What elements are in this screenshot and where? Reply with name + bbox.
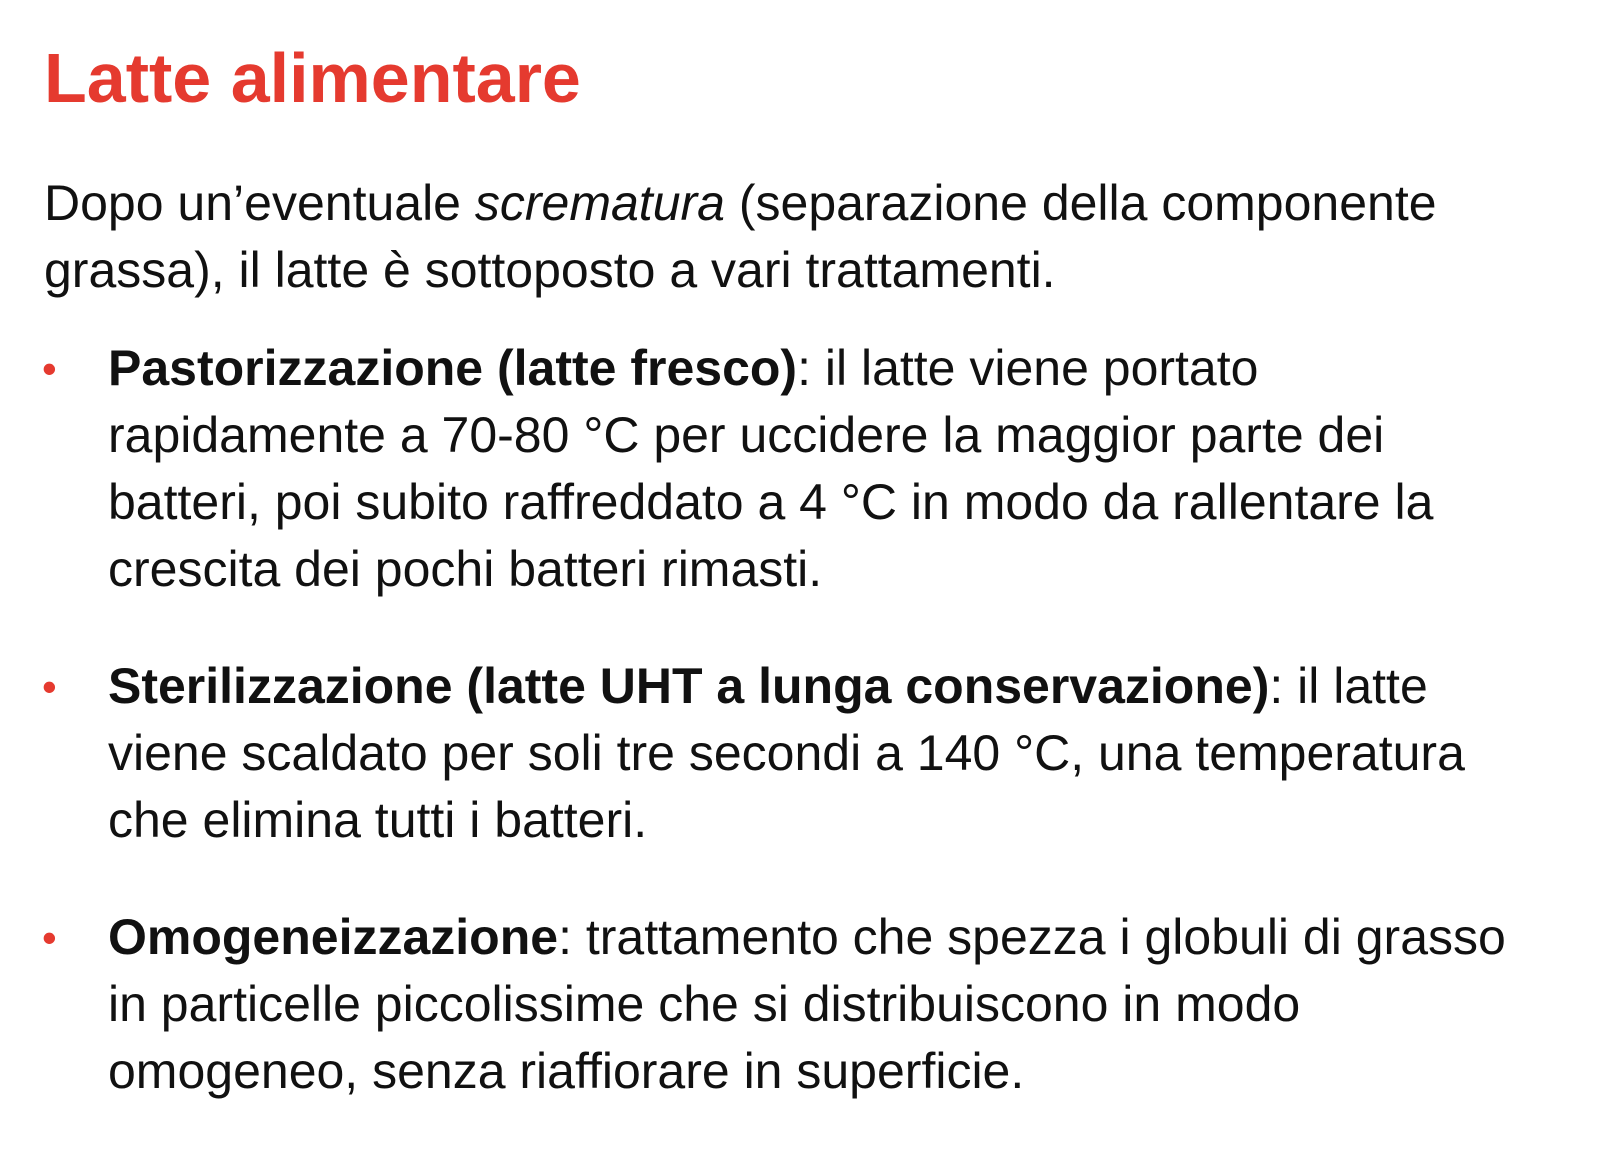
bullet-text: : trattamento che spezza i globuli di grasso in particelle piccolissime che si distribuiscono in modo omogeneo, senza riaffiorare in superficie. bbox=[108, 909, 1506, 1099]
intro-emphasis: scrematura bbox=[474, 175, 725, 231]
bullet-text: : il latte viene scaldato per soli tre secondi a 140 °C, una temperatura che elimina tutti i batteri. bbox=[108, 658, 1465, 848]
bullet-dot-icon: • bbox=[42, 663, 57, 710]
list-item bbox=[0, 653, 1600, 854]
bullet-text: : il latte viene portato rapidamente a 70-80 °C per uccidere la maggior parte dei batteri, poi subito raffreddato a 4 °C in modo da rallentare la crescita dei pochi batteri rimasti. bbox=[108, 340, 1434, 597]
bullet-term: Sterilizzazione (latte UHT a lunga conservazione) bbox=[108, 658, 1270, 714]
intro-paragraph bbox=[44, 170, 1574, 304]
slide-title: Latte alimentare bbox=[44, 39, 581, 117]
intro-text-after: (separazione della componente grassa), il latte è sottoposto a vari trattamenti. bbox=[44, 175, 1437, 298]
bullet-list bbox=[0, 335, 1600, 1105]
bullet-dot-icon: • bbox=[42, 345, 57, 392]
bullet-term: Omogeneizzazione bbox=[108, 909, 559, 965]
bullet-term: Pastorizzazione (latte fresco) bbox=[108, 340, 798, 396]
list-item bbox=[0, 335, 1600, 603]
bullet-dot-icon: • bbox=[42, 914, 57, 961]
list-item bbox=[0, 904, 1600, 1105]
intro-text-before: Dopo un’eventuale bbox=[44, 175, 475, 231]
